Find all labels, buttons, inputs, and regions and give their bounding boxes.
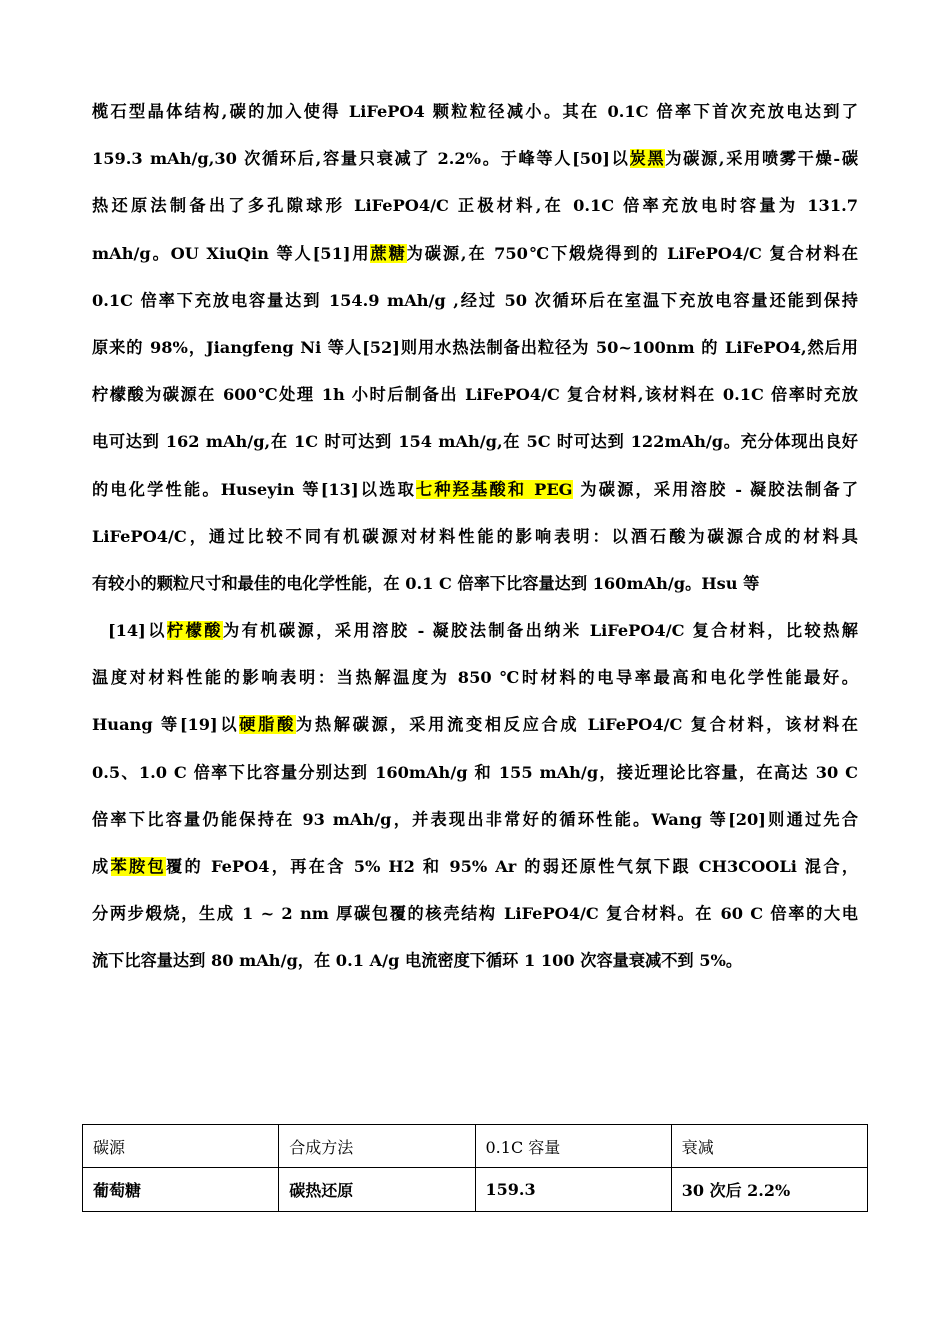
text-segment: 0.1C 倍率下充放电容量达到 154.9 mAh/g ,经过 50 次循环后在室温下充放电容量还能到保持 — [92, 290, 858, 310]
text-segment: 为有机碳源，采用溶胶 - 凝胶法制备出纳米 LiFePO4/C 复合材料，比较热解 — [222, 621, 858, 641]
text-segment: Huang 等[19]以 — [92, 715, 240, 735]
highlighted-text: 炭黑 — [629, 149, 666, 169]
text-line — [92, 613, 858, 660]
text-segment: 为碳源，采用溶胶 - 凝胶法制备了 — [572, 479, 858, 499]
text-segment: mAh/g。OU XiuQin 等人[51]用 — [92, 243, 371, 263]
highlighted-text: 七种羟基酸和 PEG — [415, 479, 573, 499]
carbon-source-table — [82, 1124, 868, 1212]
text-line — [92, 660, 858, 707]
text-segment: 电可达到 162 mAh/g,在 1C 时可达到 154 mAh/g,在 5C 时可达到 122mAh/g。充分体现出良好 — [92, 432, 858, 452]
highlighted-text: 柠檬酸 — [166, 621, 223, 641]
text-segment: 分两步煅烧，生成 1 ~ 2 nm 厚碳包覆的核壳结构 LiFePO4/C 复合材料。在 60 C 倍率的大电 — [92, 904, 858, 924]
highlighted-text: 硬脂酸 — [239, 715, 296, 735]
text-segment: 倍率下比容量仍能保持在 93 mAh/g，并表现出非常好的循环性能。Wang 等[20]则通过先合 — [92, 809, 858, 829]
table-header-cell: 合成方法 — [279, 1125, 475, 1168]
text-segment: 有较小的颗粒尺寸和最佳的电化学性能，在 0.1 C 倍率下比容量达到 160mAh/g。Hsu 等 — [92, 573, 760, 593]
table-header-cell: 0.1C 容量 — [475, 1125, 671, 1168]
text-segment: 0.5、1.0 C 倍率下比容量分别达到 160mAh/g 和 155 mAh/g，接近理论比容量，在高达 30 C — [92, 762, 858, 782]
text-line — [92, 707, 858, 754]
text-line — [92, 802, 858, 849]
text-line — [92, 141, 858, 188]
text-line — [92, 755, 858, 802]
text-line — [92, 566, 858, 613]
text-segment: 的电化学性能。Huseyin 等[13]以选取 — [92, 479, 416, 499]
text-segment: 热还原法制备出了多孔隙球形 LiFePO4/C 正极材料,在 0.1C 倍率充放电时容量为 131.7 — [92, 196, 858, 216]
table-cell: 30 次后 2.2% — [671, 1168, 867, 1212]
text-segment: 为碳源,采用喷雾干燥-碳 — [665, 149, 859, 169]
body-paragraph — [92, 94, 858, 991]
highlighted-text: 苯胺包 — [110, 857, 167, 876]
text-segment: 流下比容量达到 80 mAh/g，在 0.1 A/g 电流密度下循环 1 100 次容量衰减不到 5%。 — [92, 951, 743, 971]
text-line — [92, 377, 858, 424]
table-header-cell: 衰减 — [671, 1125, 867, 1168]
text-line — [92, 519, 858, 566]
text-line — [92, 424, 858, 471]
text-line — [92, 283, 858, 330]
text-segment: 为热解碳源，采用流变相反应合成 LiFePO4/C 复合材料，该材料在 — [295, 715, 858, 735]
text-segment: 榄石型晶体结构,碳的加入使得 LiFePO4 颗粒粒径减小。其在 0.1C 倍率下首次充放电达到了 — [92, 102, 858, 121]
text-line — [92, 849, 858, 896]
table-header-cell: 碳源 — [83, 1125, 279, 1168]
text-segment: 159.3 mAh/g,30 次循环后,容量只衰减了 2.2%。于峰等人[50]以 — [92, 149, 630, 169]
text-line — [92, 330, 858, 377]
highlighted-text: 蔗糖 — [370, 243, 407, 263]
text-segment: 温度对材料性能的影响表明：当热解温度为 850 ℃时材料的电导率最高和电化学性能最好。 — [92, 668, 858, 688]
table-cell: 葡萄糖 — [83, 1168, 279, 1212]
text-segment: 覆的 FePO4，再在含 5% H2 和 95% Ar 的弱还原性气氛下跟 CH3COOLi 混合， — [166, 857, 859, 876]
text-segment: 成 — [92, 857, 111, 876]
table-cell: 碳热还原 — [279, 1168, 475, 1212]
text-segment: 原来的 98%，Jiangfeng Ni 等人[52]则用水热法制备出粒径为 50~100nm 的 LiFePO4,然后用 — [92, 337, 858, 357]
text-segment: LiFePO4/C，通过比较不同有机碳源对材料性能的影响表明：以酒石酸为碳源合成的材料具 — [92, 526, 858, 546]
text-segment: 柠檬酸为碳源在 600℃处理 1h 小时后制备出 LiFePO4/C 复合材料,该材料在 0.1C 倍率时充放 — [92, 385, 858, 405]
text-line — [92, 236, 858, 283]
text-line — [92, 94, 858, 141]
table-row — [83, 1168, 868, 1212]
text-segment: 为碳源,在 750℃下煅烧得到的 LiFePO4/C 复合材料在 — [406, 243, 859, 263]
table-cell: 159.3 — [475, 1168, 671, 1212]
table-header-row — [83, 1125, 868, 1168]
text-line — [92, 188, 858, 235]
text-line — [92, 943, 858, 990]
text-line — [92, 896, 858, 943]
text-line — [92, 472, 858, 519]
text-segment: [14]以 — [108, 621, 167, 641]
